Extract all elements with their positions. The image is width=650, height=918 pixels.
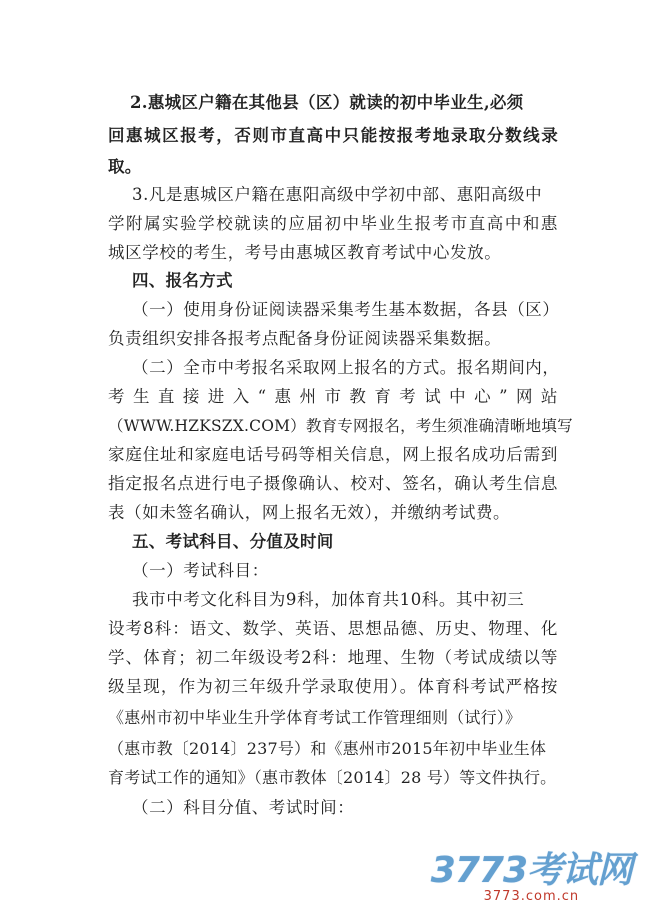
- watermark-url: 3773.com.cn: [483, 889, 580, 904]
- paragraph-line-9: 负责组织安排各报考点配备身份证阅读器采集数据。: [108, 329, 502, 348]
- paragraph-line-22: 《惠州市初中毕业生升学体育考试工作管理细则（试行）》: [108, 708, 522, 727]
- paragraph-line-19: 设考8科：语文、数学、英语、思想品德、历史、物理、化: [108, 619, 558, 638]
- paragraph-line-1: 2.惠城区户籍在其他县（区）就读的初中毕业生,必须: [130, 93, 524, 112]
- paragraph-line-5: 学附属实验学校就读的应届初中毕业生报考市直高中和惠: [108, 214, 558, 233]
- paragraph-line-17: （一）考试科目：: [132, 561, 269, 580]
- paragraph-line-6: 城区学校的考生，考号由惠城区教育考试中心发放。: [108, 243, 502, 262]
- paragraph-line-2: 回惠城区报考，否则市直高中只能按报考地录取分数线录: [108, 126, 558, 145]
- watermark-logo: 3773考试网: [430, 850, 632, 891]
- section-heading-subjects: 五、考试科目、分值及时间: [132, 532, 334, 551]
- paragraph-line-10: （二）全市中考报名采取网上报名的方式。报名期间内，: [132, 358, 560, 377]
- paragraph-line-24: 育考试工作的通知》（惠市教体〔2014〕28 号）等文件执行。: [108, 768, 557, 787]
- paragraph-line-21: 级呈现，作为初三年级升学录取使用）。体育科考试严格按: [108, 677, 558, 696]
- watermark: [431, 842, 632, 904]
- paragraph-line-3: 取。: [108, 157, 142, 176]
- paragraph-line-4: 3.凡是惠城区户籍在惠阳高级中学初中部、惠阳高级中: [132, 185, 543, 204]
- paragraph-line-11: 考生直接进入“惠州市教育考试中心”网站: [108, 387, 558, 406]
- paragraph-line-23: （惠市教〔2014〕237号）和《惠州市2015年初中毕业生体: [108, 739, 547, 758]
- paragraph-line-15: 表（如未签名确认，网上报名无效），并缴纳考试费。: [108, 503, 511, 522]
- section-heading-registration: 四、报名方式: [132, 271, 233, 290]
- paragraph-line-14: 指定报名点进行电子摄像确认、校对、签名，确认考生信息: [108, 474, 558, 493]
- paragraph-line-25: （二）科目分值、考试时间：: [132, 798, 355, 817]
- paragraph-line-12: （WWW.HZKSZX.COM）教育专网报名，考生须准确清晰地填写: [108, 417, 573, 435]
- paragraph-line-13: 家庭住址和家庭电话号码等相关信息，网上报名成功后需到: [108, 445, 558, 464]
- paragraph-line-20: 学、体育；初二年级设考2科：地理、生物（考试成绩以等: [108, 648, 558, 667]
- paragraph-line-8: （一）使用身份证阅读器采集考生基本数据，各县（区）: [132, 300, 560, 319]
- paragraph-line-18: 我市中考文化科目为9科，加体育共10科。其中初三: [132, 590, 525, 609]
